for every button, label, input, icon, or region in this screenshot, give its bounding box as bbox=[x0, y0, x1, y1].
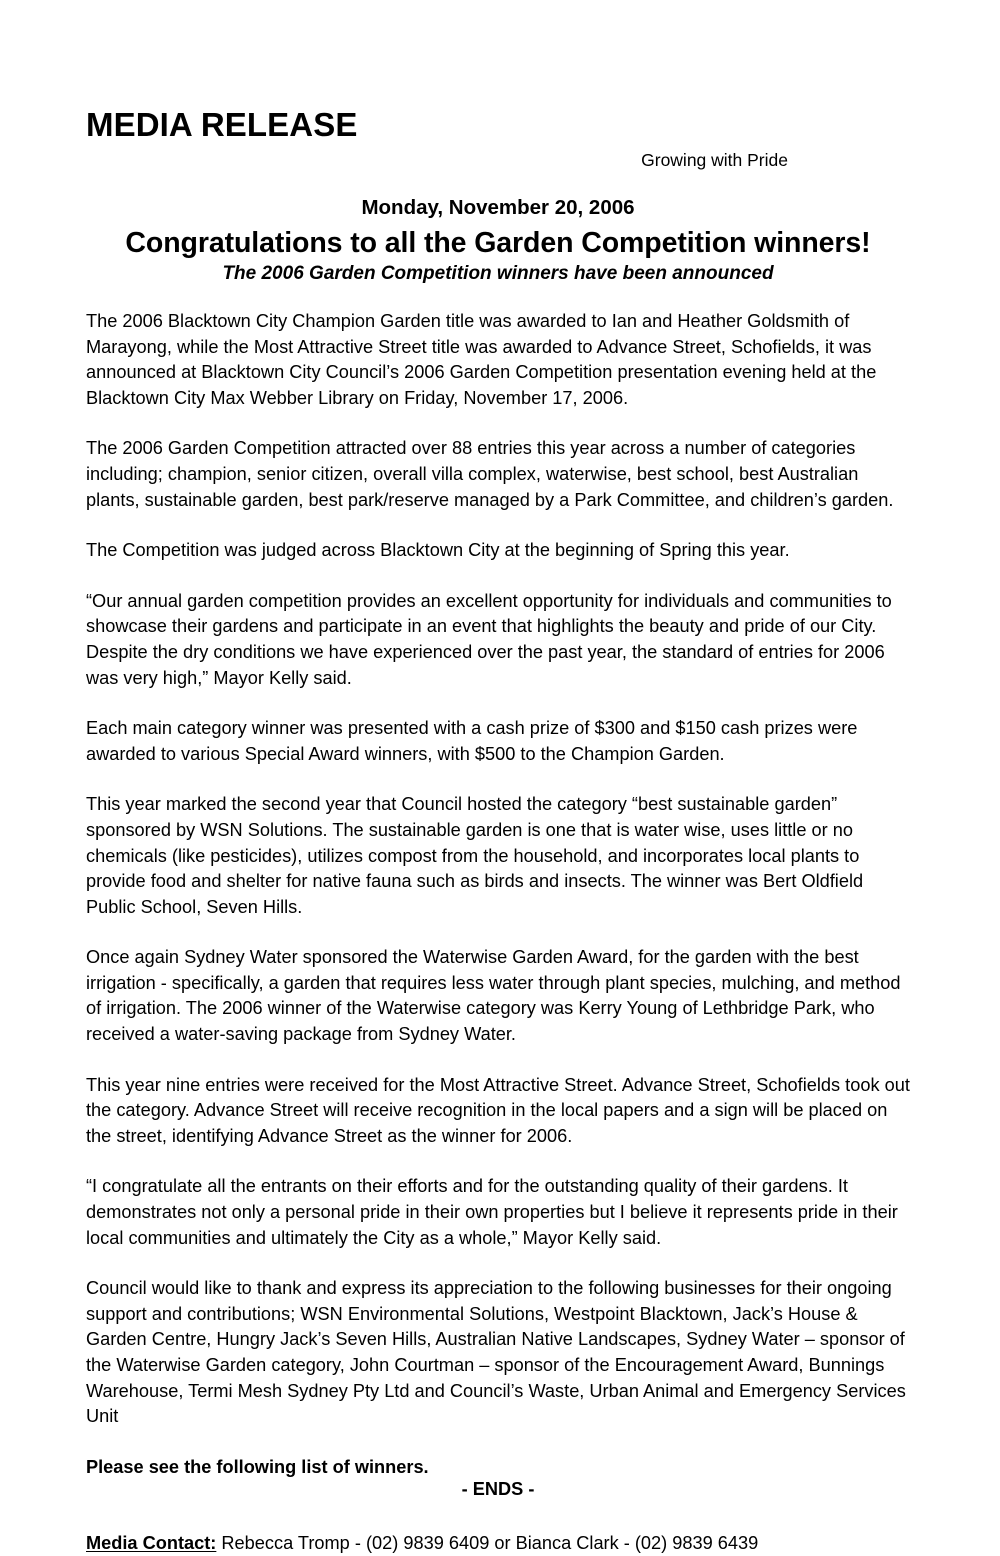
body-paragraph: The 2006 Blacktown City Champion Garden title was awarded to Ian and Heather Goldsmith of Marayong, while the Most Attractive Street title was awarded to Advance Street, Schofields, it was announced at Blacktown City Council’s 2006 Garden Competition presentation evening held at the Blacktown City Max Webber Library on Friday, November 17, 2006. bbox=[86, 311, 877, 408]
body-paragraph: “I congratulate all the entrants on their efforts and for the outstanding quality of their gardens. It demonstrates not only a personal pride in their own properties but I believe it represents pride in their local communities and ultimately the City as a whole,” Mayor Kelly said. bbox=[86, 1176, 898, 1248]
body-paragraph: “Our annual garden competition provides an excellent opportunity for individuals and communities to showcase their gardens and participate in an event that highlights the beauty and pride of our City. Despite the dry conditions we have experienced over the past year, the standard of entries for 2006 was very high,” Mayor Kelly said. bbox=[86, 590, 892, 688]
headline-block bbox=[86, 198, 910, 283]
ends-marker: - ENDS - bbox=[461, 1479, 535, 1500]
media-contact-label: Media Contact: bbox=[86, 1532, 217, 1553]
masthead bbox=[86, 108, 910, 190]
body-copy bbox=[86, 309, 910, 1480]
body-paragraph: The 2006 Garden Competition attracted over 88 entries this year across a number of categories including; champion, senior citizen, overall villa complex, waterwise, best school, best Australian plants, sustainable garden, best park/reserve managed by a Park Committee, and children’s garden. bbox=[86, 438, 894, 510]
media-contact bbox=[86, 1531, 910, 1556]
body-paragraph: Council would like to thank and express its appreciation to the following businesses for their ongoing support and contributions; WSN Environmental Solutions, Westpoint Blacktown, Jack’s House & Garden Centre, Hungry Jack’s Seven Hills, Australian Native Landscapes, Sydney Water – sponsor of the Waterwise Garden category, John Courtman – sponsor of the Encouragement Award, Bunnings Warehouse, Termi Mesh Sydney Pty Ltd and Council’s Waste, Urban Animal and Emergency Services Unit bbox=[86, 1278, 906, 1427]
closing-note: Please see the following list of winners. bbox=[86, 1456, 429, 1477]
body-paragraph: This year marked the second year that Council hosted the category “best sustainable garden” sponsored by WSN Solutions. The sustainable garden is one that is water wise, uses little or no chemicals (like pesticides), utilizes compost from the household, and incorporates local plants to provide food and shelter for native fauna such as birds and insects. The winner was Bert Oldfield Public School, Seven Hills. bbox=[86, 794, 864, 917]
body-paragraph: Once again Sydney Water sponsored the Waterwise Garden Award, for the garden with the best irrigation - specifically, a garden that requires less water through plant species, mulching, and method of irrigation. The 2006 winner of the Waterwise category was Kerry Young of Lethbridge Park, who received a water-saving package from Sydney Water. bbox=[86, 947, 901, 1045]
body-paragraph: This year nine entries were received for the Most Attractive Street. Advance Street, Schofields took out the category. Advance Street will receive recognition in the local papers and a sign will be placed on the street, identifying Advance Street as the winner for 2006. bbox=[86, 1074, 910, 1146]
release-date: Monday, November 20, 2006 bbox=[361, 196, 635, 219]
subheadline: The 2006 Garden Competition winners have been announced bbox=[222, 263, 774, 284]
media-contact-details: Rebecca Tromp - (02) 9839 6409 or Bianca Clark - (02) 9839 6439 bbox=[216, 1532, 759, 1553]
body-paragraph: Each main category winner was presented with a cash prize of $300 and $150 cash prizes were awarded to various Special Award winners, with $500 to the Champion Garden. bbox=[86, 718, 858, 764]
organisation-tagline: Growing with Pride bbox=[641, 150, 788, 170]
page-title: MEDIA RELEASE bbox=[86, 106, 358, 143]
headline: Congratulations to all the Garden Competition winners! bbox=[125, 226, 871, 259]
body-paragraph: The Competition was judged across Blacktown City at the beginning of Spring this year. bbox=[86, 540, 790, 561]
